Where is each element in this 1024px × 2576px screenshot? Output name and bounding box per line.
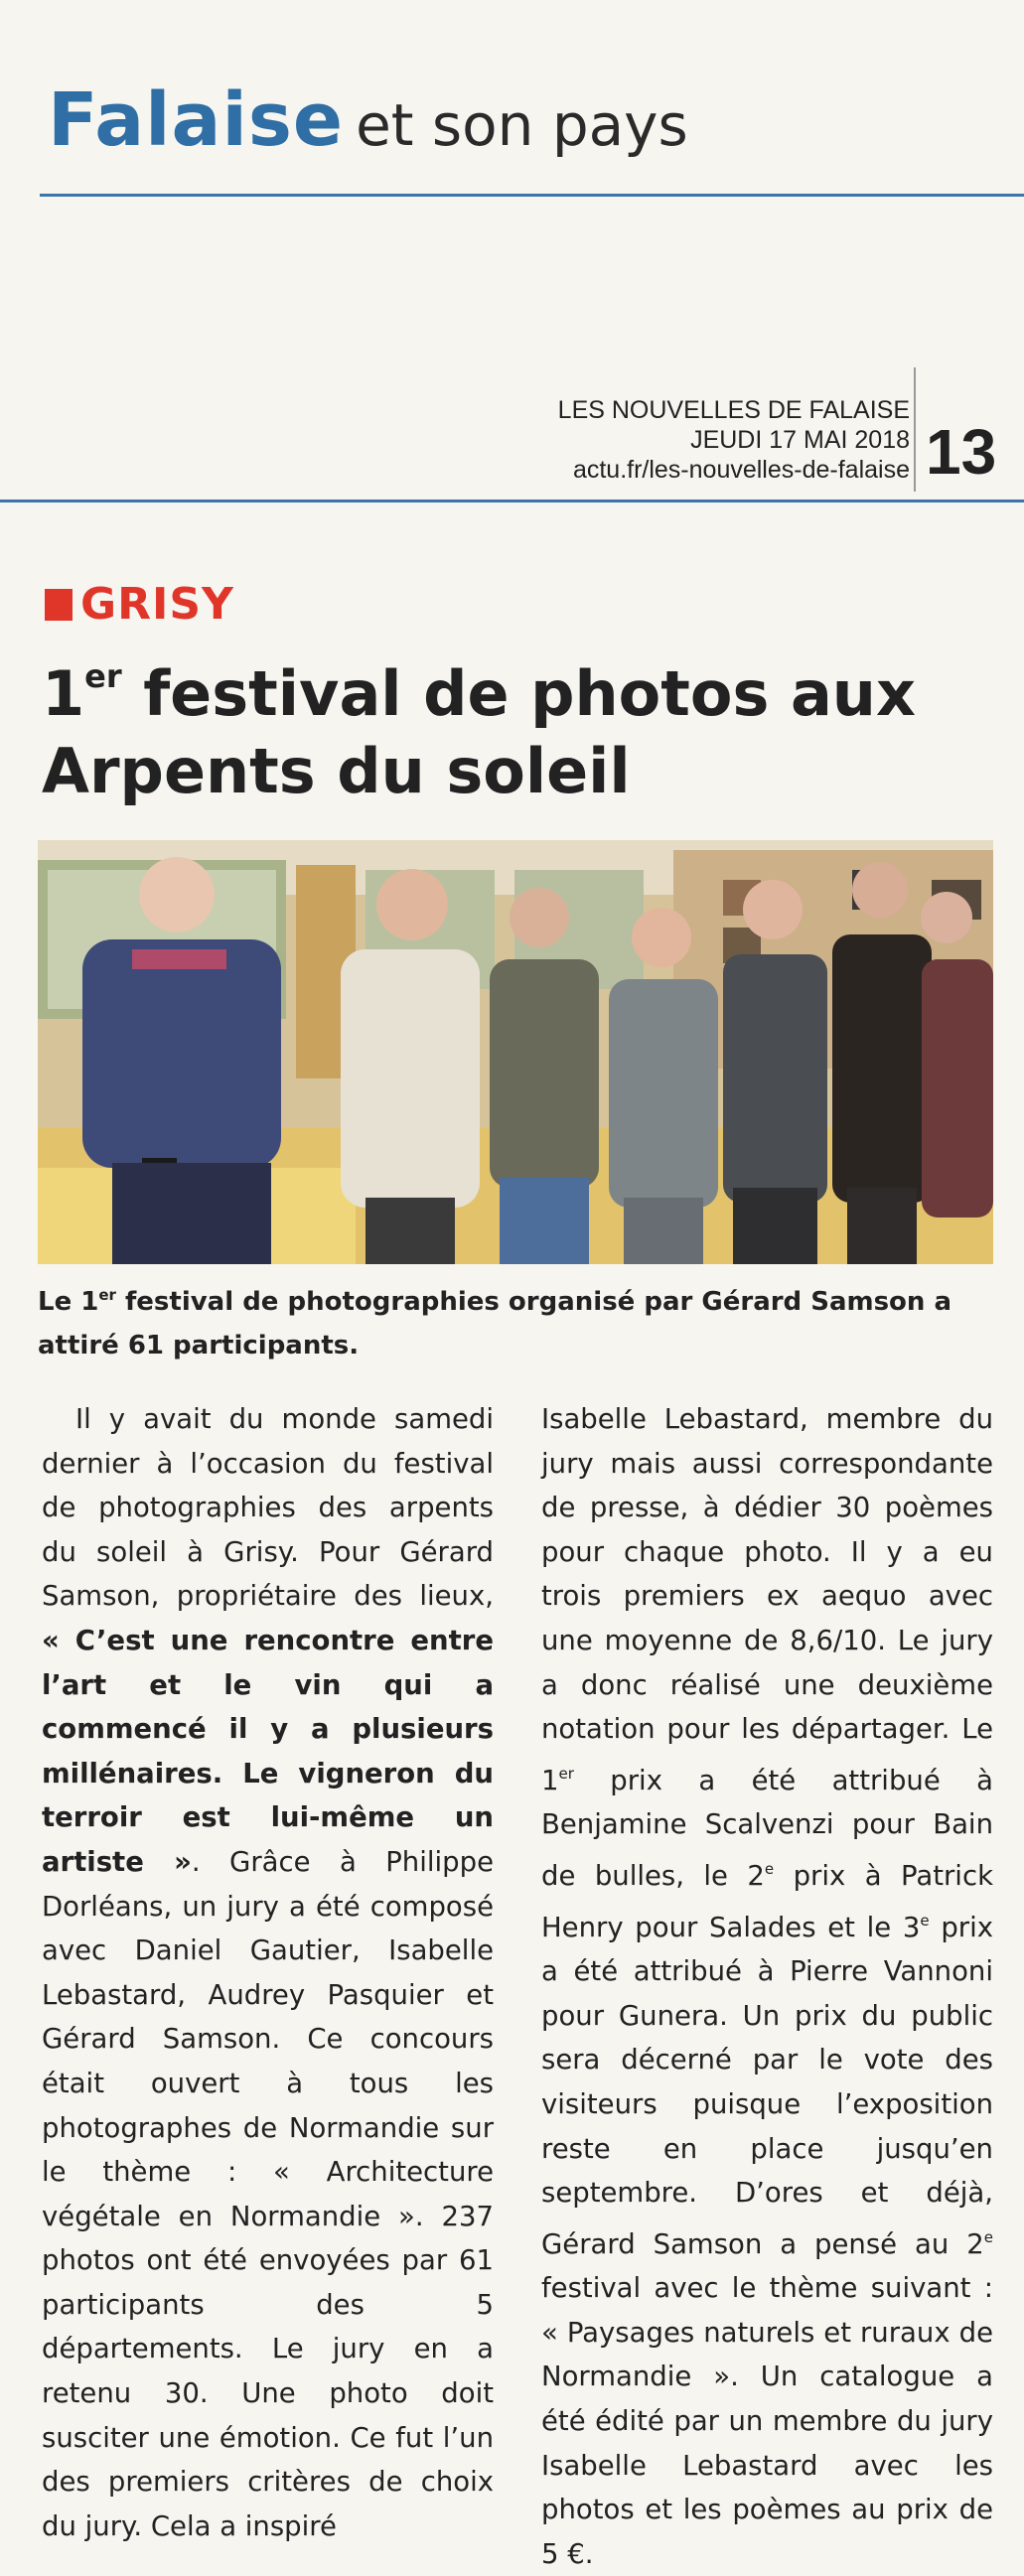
headline-number: 1 (42, 657, 85, 730)
right-sup-3: e (920, 1911, 930, 1930)
masthead-subtitle: et son pays (356, 91, 688, 159)
kicker-label: GRISY (80, 579, 234, 630)
publication-website: actu.fr/les-nouvelles-de-falaise (572, 456, 910, 484)
masthead-title: Falaise (48, 77, 345, 163)
folio-separator (914, 367, 916, 492)
page-number: 13 (926, 416, 997, 488)
headline-superscript: er (84, 657, 122, 695)
folio-block (558, 395, 910, 485)
right-text-2: prix a été attribué à Benjamine Scalvenzi pour Bain de bulles, le 2 (541, 1764, 993, 1892)
right-sup-2: e (764, 1859, 775, 1878)
group-photo-image (38, 840, 993, 1264)
article-column-right (541, 1397, 993, 2576)
right-text-3: prix à Patrick Henry pour Salades et le 3 (541, 1859, 993, 1943)
paragraph-right (541, 1397, 993, 2576)
kicker (45, 579, 234, 630)
publication-date: JEUDI 17 MAI 2018 (690, 426, 910, 454)
header-rule (0, 500, 1024, 502)
article-photo (38, 840, 993, 1264)
right-sup-1: er (558, 1764, 574, 1783)
right-sup-4: e (983, 2227, 993, 2246)
masthead-rule (40, 194, 1024, 197)
article-column-left (42, 1397, 494, 2548)
publication-name: LES NOUVELLES DE FALAISE (557, 396, 910, 424)
left-quote: « C’est une rencontre entre l’art et le vin qui a commencé il y a plusieurs millénaires. Le vigneron du terroir est lui-même un artiste » (42, 1624, 494, 1878)
caption-part-a: Le 1 (38, 1287, 99, 1317)
paragraph-left (42, 1397, 494, 2548)
caption-part-b: festival de photographies organisé par Gérard Samson a attiré 61 participants. (38, 1287, 952, 1360)
left-text-1: Il y avait du monde samedi dernier à l’occasion du festival de photographies des arpents du soleil à Grisy. Pour Gérard Samson, propriétaire des lieux, (42, 1403, 494, 1613)
right-text-1: Isabelle Lebastard, membre du jury mais aussi correspondante de presse, à dédier 30 poèmes pour chaque photo. Il y a eu trois premiers ex aequo avec une moyenne de 8,6/10. Le jury a donc réalisé une deuxième notation pour les départager. Le 1 (541, 1403, 993, 1796)
headline (42, 638, 995, 810)
kicker-square-icon (45, 589, 73, 621)
right-text-4: prix a été attribué à Pierre Vannoni pour Gunera. Un prix du public sera décerné par le vote des visiteurs puisque l’exposition reste en place jusqu’en septembre. D’ores et déjà, Gérard Samson a pensé au 2 (541, 1911, 994, 2260)
headline-text: festival de photos aux Arpents du soleil (42, 657, 916, 807)
left-text-2: . Grâce à Philippe Dorléans, un jury a été composé avec Daniel Gautier, Isabelle Lebastard, Audrey Pasquier et Gérard Samson. Ce concours était ouvert à tous les photographes de Normandie sur le thème : « Architecture végétale en Normandie ». 237 photos ont été envoyées par 61 participants des 5 départements. Le jury en a retenu 30. Une photo doit susciter une émotion. Ce fut l’un des premiers critères de choix du jury. Cela a inspiré (42, 1845, 494, 2542)
right-text-5: festival avec le thème suivant : « Paysages naturels et ruraux de Normandie ». Un catalogue a été édité par un membre du jury Isabelle Lebastard avec les photos et les poèmes au prix de 5 €. (541, 2272, 993, 2570)
caption-superscript: er (98, 1286, 116, 1304)
photo-caption (38, 1273, 993, 1367)
masthead (48, 77, 688, 163)
